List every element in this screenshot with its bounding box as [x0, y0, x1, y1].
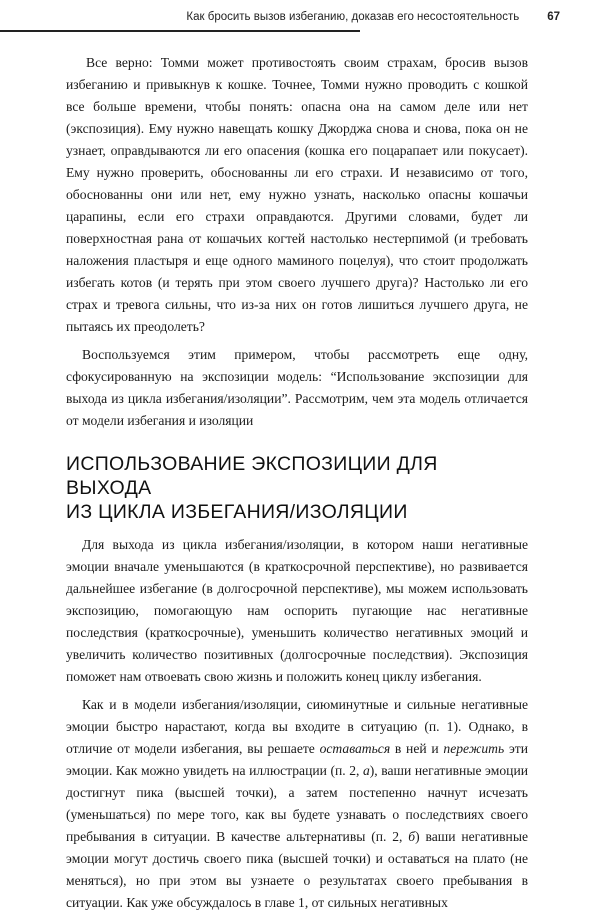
para4-text-4: ), ваши негативные эмоции достигнут пика (высшей точки), а затем постепенно начнут исчезать (уменьшаться) по мере того, как вы будете узнавать о последствиях своего пребывания в ситуации. В качестве альтернативы (п. 2,	[66, 763, 528, 844]
section-heading-line-2: ИЗ ЦИКЛА ИЗБЕГАНИЯ/ИЗОЛЯЦИИ	[66, 501, 408, 523]
para4-emphasis-2: пережить	[443, 741, 505, 756]
body-text	[66, 52, 528, 920]
para4-text-2: в ней и	[390, 741, 444, 756]
para4-emphasis-4: б	[408, 829, 416, 844]
para4-text-3: эти эмоции. Как можно увидеть на иллюстрации (п. 2,	[66, 741, 528, 778]
para4-emphasis-3: а	[362, 763, 370, 778]
paragraph-3: Для выхода из цикла избегания/изоляции, в котором наши негативные эмоции вначале уменьшаются (в краткосрочной перспективе), но развивается дальнейшее избегание (в долгосрочной перспективе), мы можем использовать экспозицию, помогающую нам оспорить пугающие нас негативные последствия (краткосрочные), уменьшить количество негативных эмоций и увеличить количество позитивных (долгосрочные последствия). Экспозиция поможет нам отвоевать свою жизнь и положить конец циклу избегания.	[66, 537, 528, 684]
paragraph-2: Воспользуемся этим примером, чтобы рассмотреть еще одну, сфокусированную на экспозиции модель: “Использование экспозиции для выхода из цикла избегания/изоляции”. Рассмотрим, чем эта модель отличается от модели избегания и изоляции	[66, 347, 528, 428]
paragraph-1: Все верно: Томми может противостоять своим страхам, бросив вызов избеганию и привыкнув к кошке. Точнее, Томми нужно проводить с кошкой все больше времени, чтобы понять: опасна она на самом деле или нет (экспозиция). Ему нужно навещать кошку Джорджа снова и снова, пока он не узнает, оправдываются ли его опасения (кошка его поцарапает или покусает). Ему нужно проверить, обоснованны ли его страхи. И независимо от того, обоснованны они или нет, ему нужно узнать, насколько опасны кошачьи царапины, если его страхи оправдаются. Другими словами, будет ли поверхностная рана от кошачьих когтей настолько нестерпимой (и требовать наложения пластыря и еще одного маминого поцелуя), что стоит продолжать избегать котов (и терять при этом своего лучшего друга)? Настолько ли его страх и тревога сильны, что из-за них он готов лишиться лучшего друга, не пытаясь их преодолеть?	[66, 55, 528, 334]
para4-text-1: Как и в модели избегания/изоляции, сиюминутные и сильные негативные эмоции быстро нарастают, когда вы входите в ситуацию (п. 1). Однако, в отличие от модели избегания, вы решаете	[66, 697, 528, 756]
para4-emphasis-1: оставаться	[319, 741, 391, 756]
paragraph-4	[66, 694, 528, 914]
section-heading	[66, 452, 528, 524]
section-heading-line-1: ИСПОЛЬЗОВАНИЕ ЭКСПОЗИЦИИ ДЛЯ ВЫХОДА	[66, 453, 438, 499]
page-number: 67	[547, 11, 560, 23]
para4-text-5: ) ваши негативные эмоции могут достичь своего пика (высшей точки) и оставаться на плато (не меняться), но при этом вы узнаете о результатах своего пребывания в ситуации. Как уже обсуждалось в главе 1, от сильных негативных	[66, 829, 528, 910]
header-rule	[0, 30, 360, 32]
running-title: Как бросить вызов избеганию, доказав его несостоятельность	[186, 11, 520, 23]
running-header	[0, 0, 600, 34]
